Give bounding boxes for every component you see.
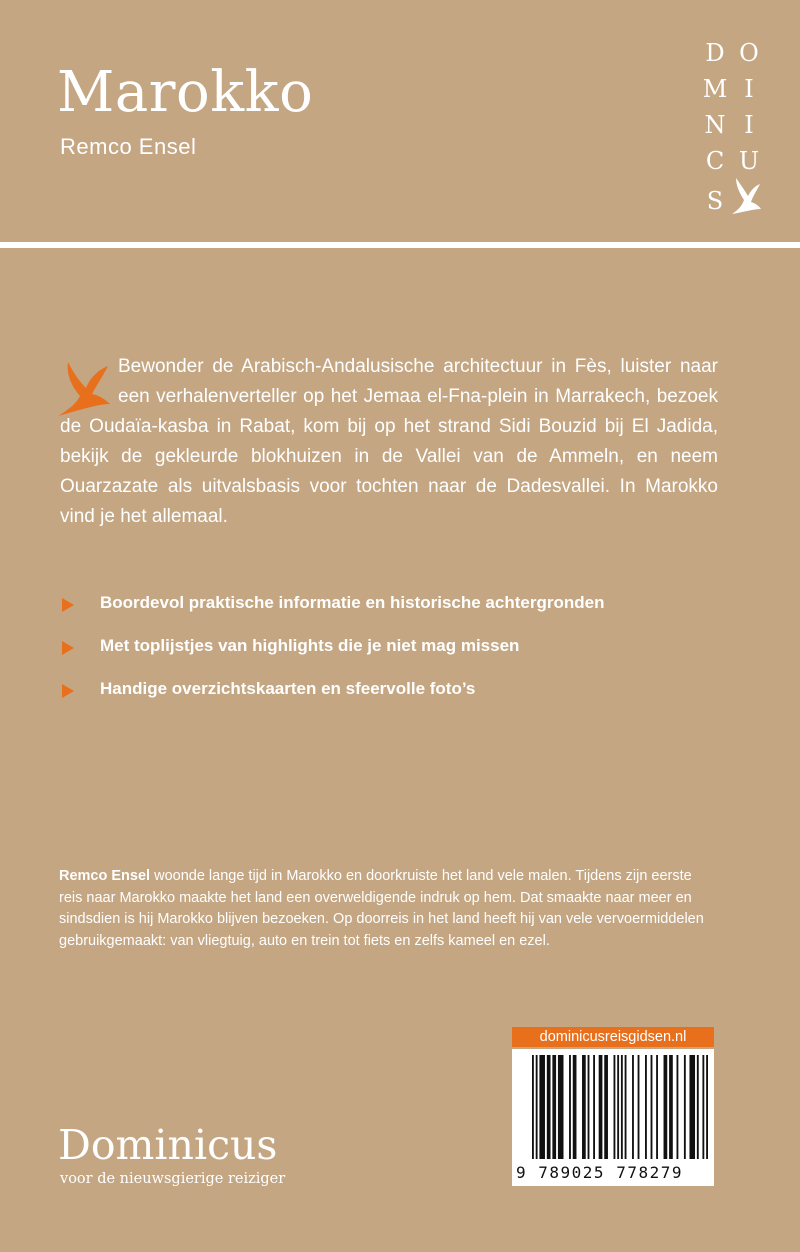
bio-text: woonde lange tijd in Marokko en doorkruiste het land vele malen. Tijdens zijn eerste reis naar Marokko maakte het land een overweldigende indruk op hem. Dat smaakte naar meer en sindsdien is hij Marokko blijven bezoeken. Op doorreis in het land heeft hij van vele vervoermiddelen gebruikgemaakt: van vliegtuig, auto en trein tot fiets en zelfs kameel en ezel. [59,868,704,950]
barcode-bar [706,1055,708,1159]
triangle-bullet-icon [62,684,74,698]
logo-letter: I [744,75,754,103]
triangle-bullet-icon [62,641,74,655]
header-divider [0,242,800,248]
barcode-bar [539,1055,545,1159]
feature-text: Boordevol praktische informatie en historische achtergronden [100,593,605,612]
logo-letter: C [705,147,725,175]
barcode-bar [593,1055,595,1159]
barcode-bar [702,1055,704,1159]
barcode-bar [669,1055,673,1159]
barcode-bar [532,1055,534,1159]
publisher-name: Dominicus [58,1121,278,1169]
feature-text: Handige overzichtskaarten en sfeervolle foto’s [100,679,476,698]
barcode-bar [632,1055,634,1159]
barcode-bar [645,1055,647,1159]
logo-letter: N [704,111,726,139]
barcode-bar [677,1055,679,1159]
barcode-bar [569,1055,571,1159]
barcode-bar [582,1055,586,1159]
website-label: dominicusreisgidsen.nl [512,1027,714,1047]
isbn-barcode [512,1049,714,1186]
barcode-bar [614,1055,616,1159]
bird-icon [730,176,762,216]
barcode-bar [604,1055,608,1159]
intro-paragraph [60,352,718,532]
logo-letter: I [744,111,754,139]
feature-item [62,590,762,633]
barcode-bar [689,1055,695,1159]
logo-letter: M [702,75,728,103]
logo-letter: U [738,147,760,175]
book-title: Marokko [57,60,314,125]
barcode-bar [664,1055,668,1159]
dominicus-logo [700,38,770,218]
barcode-bar [656,1055,658,1159]
barcode-bar [558,1055,564,1159]
barcode-bar [588,1055,590,1159]
barcode-bar [599,1055,603,1159]
feature-text: Met toplijstjes van highlights die je niet mag missen [100,636,520,655]
feature-item [62,633,762,676]
isbn-number: 9 789025 778279 [516,1163,683,1182]
barcode-bar [625,1055,627,1159]
author-bio [59,866,719,953]
intro-text: Bewonder de Arabisch-Andalusische architectuur in Fès, luister naar een verhalenverteller op het Jemaa el-Fna-plein in Marrakech, bezoek de Oudaïa-kasba in Rabat, kom bij op het strand Sidi Bouzid bij El Jadida, bekijk de gekleurde blokhuizen in de Vallei van de Ammeln, en neem Ouarzazate als uitvalsbasis voor tochten naar de Dadesvallei. In Marokko vind je het allemaal. [60,356,718,527]
barcode-bar [697,1055,699,1159]
barcode-bar [684,1055,686,1159]
intro-icon-spacer [60,352,118,410]
barcode-bar [621,1055,623,1159]
triangle-bullet-icon [62,598,74,612]
feature-item [62,676,762,719]
logo-letter: O [739,39,759,67]
barcode-bar [651,1055,653,1159]
barcode-bar [638,1055,640,1159]
barcode-bar [547,1055,551,1159]
author-name: Remco Ensel [60,134,197,159]
barcode-bar [617,1055,619,1159]
bio-author-name: Remco Ensel [59,868,151,884]
barcode-bar [573,1055,577,1159]
logo-letter: S [706,187,724,215]
barcode-bar [536,1055,538,1159]
publisher-tagline: voor de nieuwsgierige reiziger [60,1171,286,1187]
logo-letter: D [705,39,725,67]
feature-list [62,590,762,719]
barcode-bar [552,1055,556,1159]
